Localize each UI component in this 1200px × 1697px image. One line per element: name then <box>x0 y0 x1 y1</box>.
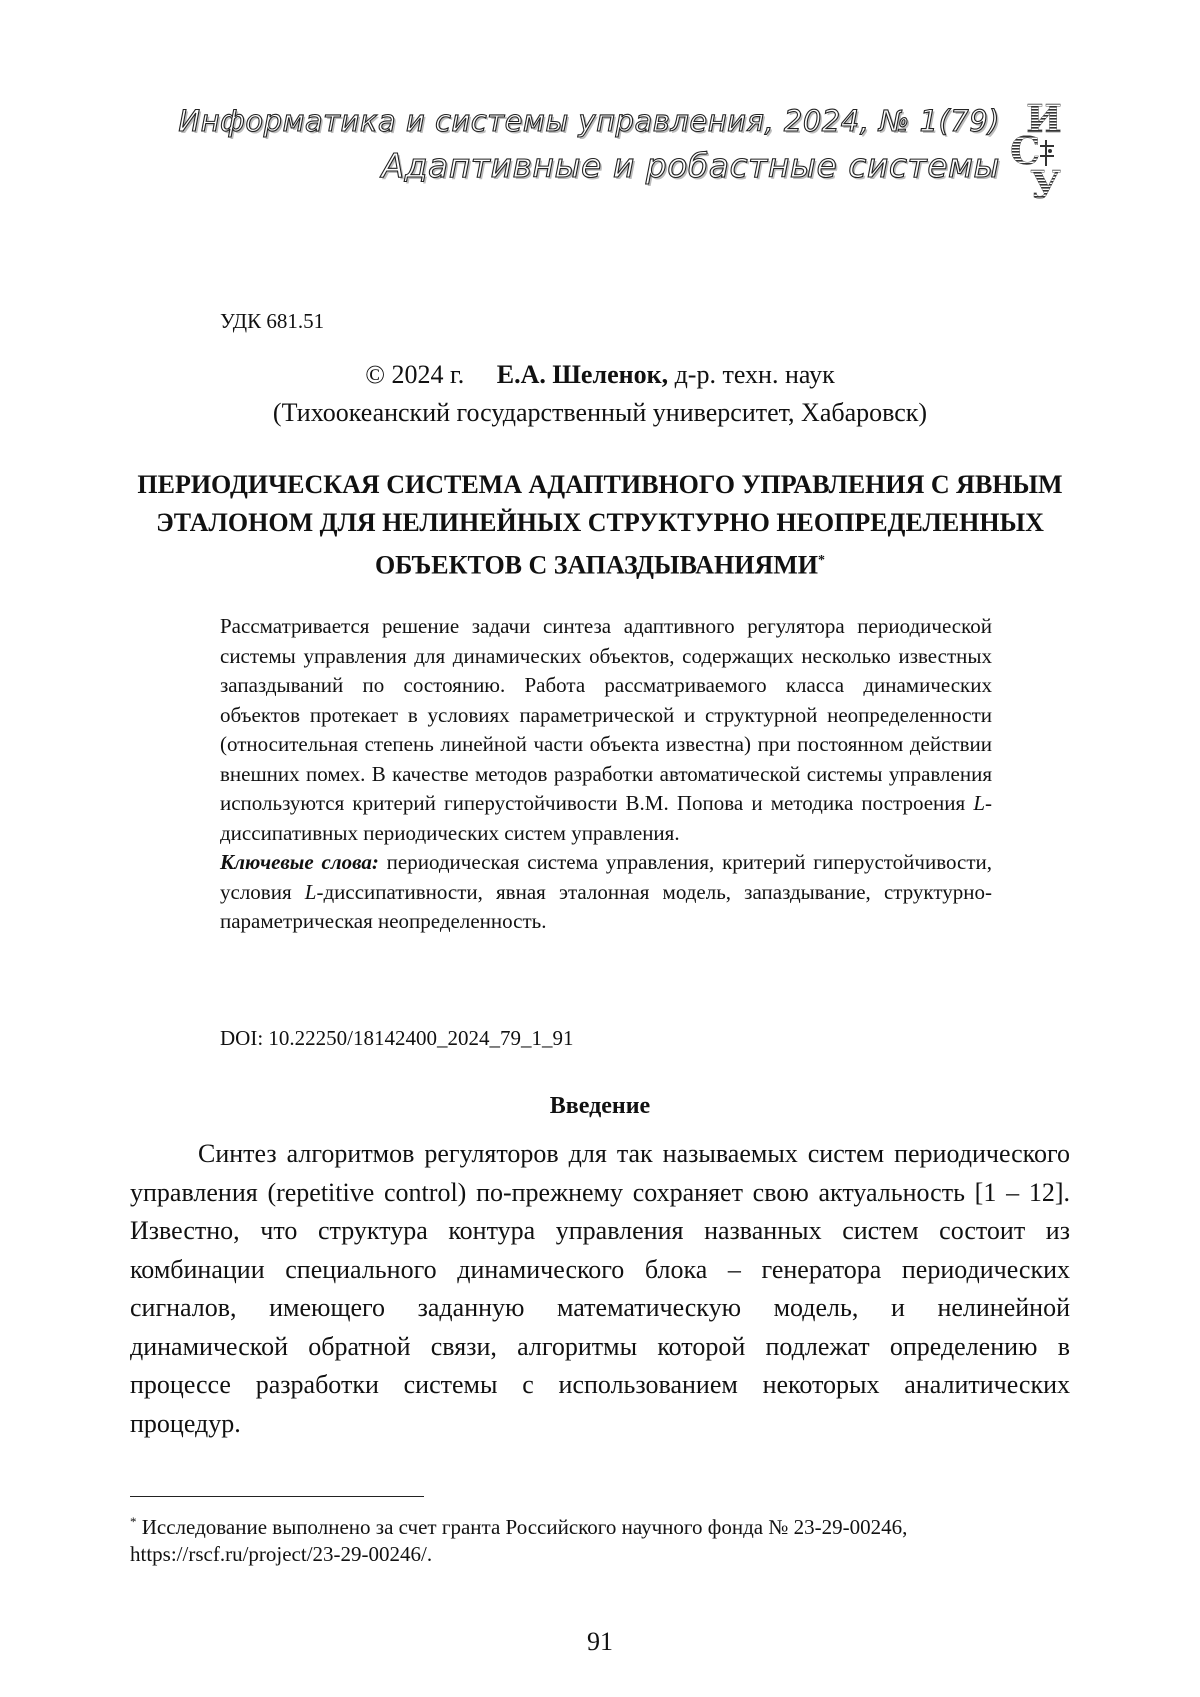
doi: DOI: 10.22250/18142400_2024_79_1_91 <box>220 1026 574 1051</box>
footnote-text: Исследование выполнено за счет гранта Российского научного фонда № 23-29-00246, https://rscf.ru/project/23-29-00246/. <box>130 1515 907 1566</box>
page-number: 91 <box>0 1627 1200 1657</box>
footnote-mark: * <box>130 1514 137 1529</box>
abstract-italic-l: L <box>973 791 985 815</box>
abstract-text: Рассматривается решение задачи синтеза адаптивного регулятора периодической системы управления для динамических объектов, содержащих несколько известных запаздываний по состоянию. Работа рассматриваемого класса динамических объектов протекает в условиях параметрической и структурной неопределенности (относительная степень линейной части объекта известна) при постоянном действии внешних помех. В качестве методов разработки автоматической системы управления используются критерий гиперустойчивости В.М. Попова и методика построения <box>220 614 992 815</box>
footnote <box>130 1508 1070 1568</box>
author-name: Е.А. Шеленок, <box>497 360 668 389</box>
author-line <box>0 360 1200 390</box>
svg-text:И: И <box>1026 100 1062 141</box>
article-title <box>130 466 1070 585</box>
journal-logo <box>1010 100 1072 200</box>
svg-text:У: У <box>1030 162 1061 200</box>
abstract-paragraph <box>220 612 992 848</box>
abstract <box>220 612 992 937</box>
section-heading: Введение <box>0 1093 1200 1120</box>
keywords-italic-l: L <box>305 880 317 904</box>
svg-text:С: С <box>1010 128 1040 173</box>
keywords-text-2: -диссипативности, явная эталонная модель, запаздывание, структурно-параметрическая неопределенность. <box>220 880 992 934</box>
article-title-text: ПЕРИОДИЧЕСКАЯ СИСТЕМА АДАПТИВНОГО УПРАВЛЕНИЯ С ЯВНЫМ ЭТАЛОНОМ ДЛЯ НЕЛИНЕЙНЫХ СТРУКТУРНО НЕОПРЕДЕЛЕННЫХ ОБЪЕКТОВ С ЗАПАЗДЫВАНИЯМИ <box>137 470 1062 580</box>
title-footnote-mark: * <box>818 553 825 568</box>
journal-section: Адаптивные и робастные системы <box>150 146 1000 185</box>
abstract-tail: -диссипативных периодических систем управления. <box>220 791 992 845</box>
footnote-divider <box>130 1496 424 1497</box>
keywords-label: Ключевые слова: <box>220 850 379 874</box>
intro-paragraph: Синтез алгоритмов регуляторов для так называемых систем периодического управления (repetitive control) по-прежнему сохраняет свою актуальность [1 – 12]. Известно, что структура контура управления названных систем состоит из комбинации специального динамического блока – генератора периодических сигналов, имеющего заданную математическую модель, и нелинейной динамической обратной связи, алгоритмы которой подлежат определению в процессе разработки системы с использованием некоторых аналитических процедур. <box>130 1135 1070 1443</box>
keywords-paragraph <box>220 848 992 937</box>
udk-code: УДК 681.51 <box>220 309 324 334</box>
journal-title: Информатика и системы управления, 2024, № 1(79) <box>150 104 1000 138</box>
copyright-year: © 2024 г. <box>365 360 464 389</box>
author-degree: д-р. техн. наук <box>675 360 835 389</box>
body-text <box>130 1135 1070 1443</box>
keywords-text-1: периодическая система управления, критерий гиперустойчивости, условия <box>220 850 992 904</box>
author-affiliation: (Тихоокеанский государственный университет, Хабаровск) <box>0 398 1200 428</box>
